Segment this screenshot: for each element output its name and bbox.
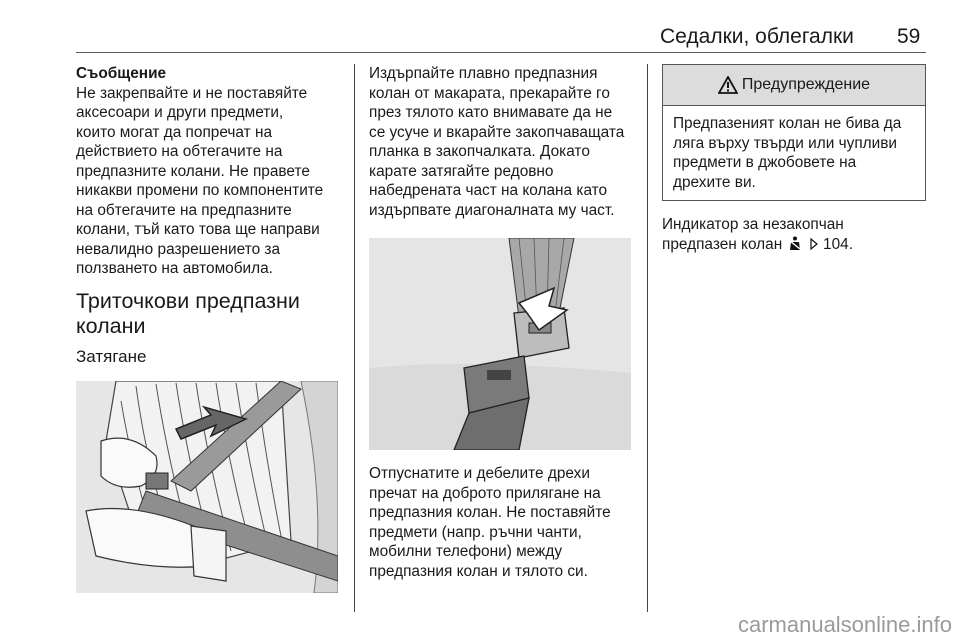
notice-line: невалидно разрешението за: [76, 240, 281, 258]
indicator-line: Индикатор за незакопчан: [662, 216, 844, 233]
text-line: мобилни телефони) между: [369, 543, 563, 560]
notice-line: предпазните колани. Не правете: [76, 162, 310, 180]
warning-box: [662, 64, 926, 201]
notice-text: [76, 84, 344, 279]
indicator-reference: [662, 215, 926, 254]
text-line: предпазния колан. Не поставяйте: [369, 504, 611, 521]
notice-line: никакви промени по компонентите: [76, 182, 324, 199]
text-line: Отпуснатите и дебелите дрехи: [369, 465, 590, 482]
column-1: [76, 64, 344, 593]
routing-instructions: [369, 64, 633, 220]
section-heading-line: Триточкови предпазни: [76, 288, 300, 313]
notice-line: аксесоари и други предмети,: [76, 104, 284, 121]
notice-line: на обтегачите на предпазните: [76, 201, 292, 219]
notice-line: ползването на автомобила.: [76, 260, 273, 277]
warning-triangle-icon: [718, 76, 738, 94]
warning-line: дрехите ви.: [673, 173, 756, 191]
warning-line: ляга върху твърди или чупливи: [673, 134, 898, 152]
page-header-title: Седалки, облегалки: [660, 25, 854, 48]
text-line: карате затягайте редовно: [369, 162, 554, 180]
text-line: планка в закопчалката. Докато: [369, 143, 590, 160]
notice-title: Съобщение: [76, 65, 167, 82]
indicator-line: [662, 235, 926, 255]
notice-line: които могат да попречат на: [76, 123, 273, 141]
buckle-insertion-drawing: [369, 238, 631, 450]
warning-title: Предупреждение: [741, 76, 871, 93]
warning-body: [663, 106, 925, 200]
text-line: пречат на доброто прилягане на: [369, 484, 601, 502]
seatbelt-tightening-drawing: [76, 381, 338, 593]
column-2: [369, 64, 633, 581]
text-line: Издърпайте плавно предпазния: [369, 65, 598, 82]
column-divider-1: [354, 64, 355, 612]
text-line: набедрената част на колана като: [369, 182, 608, 199]
page-reference-arrow-icon: [809, 238, 819, 250]
clothing-advice: [369, 464, 633, 581]
watermark: carmanualsonline.info: [737, 612, 952, 637]
notice-line: колани, тъй като това ще направи: [76, 221, 320, 238]
text-line: предмети (напр. ръчни чанти,: [369, 523, 582, 541]
text-line: през тялото като внимавате да не: [369, 104, 613, 121]
warning-line: предмети в джобовете на: [673, 154, 857, 171]
subsection-heading: Затягане: [76, 346, 147, 366]
warning-header: [663, 65, 925, 106]
header-rule: [76, 52, 926, 53]
warning-line: Предпазеният колан не бива да: [673, 115, 902, 132]
buckle-insertion-illustration: [369, 238, 631, 450]
notice-line: Не закрепвайте и не поставяйте: [76, 84, 308, 102]
seatbelt-icon: [789, 236, 801, 251]
notice-line: действието на обтегачите на: [76, 143, 283, 160]
section-heading-line: колани: [76, 313, 146, 338]
text-line: предпазния колан и тялото си.: [369, 562, 588, 580]
text-line: се усуче и вкарайте закопчаващата: [369, 123, 625, 141]
section-heading: [76, 289, 344, 339]
indicator-label: предпазен колан: [662, 235, 783, 253]
seatbelt-tightening-illustration: [76, 381, 338, 593]
text-line: колан от макарата, прекарайте го: [369, 84, 610, 102]
column-divider-2: [647, 64, 648, 612]
page-number: 59: [897, 25, 921, 48]
column-3: [662, 64, 926, 254]
indicator-page-ref[interactable]: 104.: [823, 235, 854, 253]
text-line: издърпвате диагоналната му част.: [369, 201, 615, 219]
